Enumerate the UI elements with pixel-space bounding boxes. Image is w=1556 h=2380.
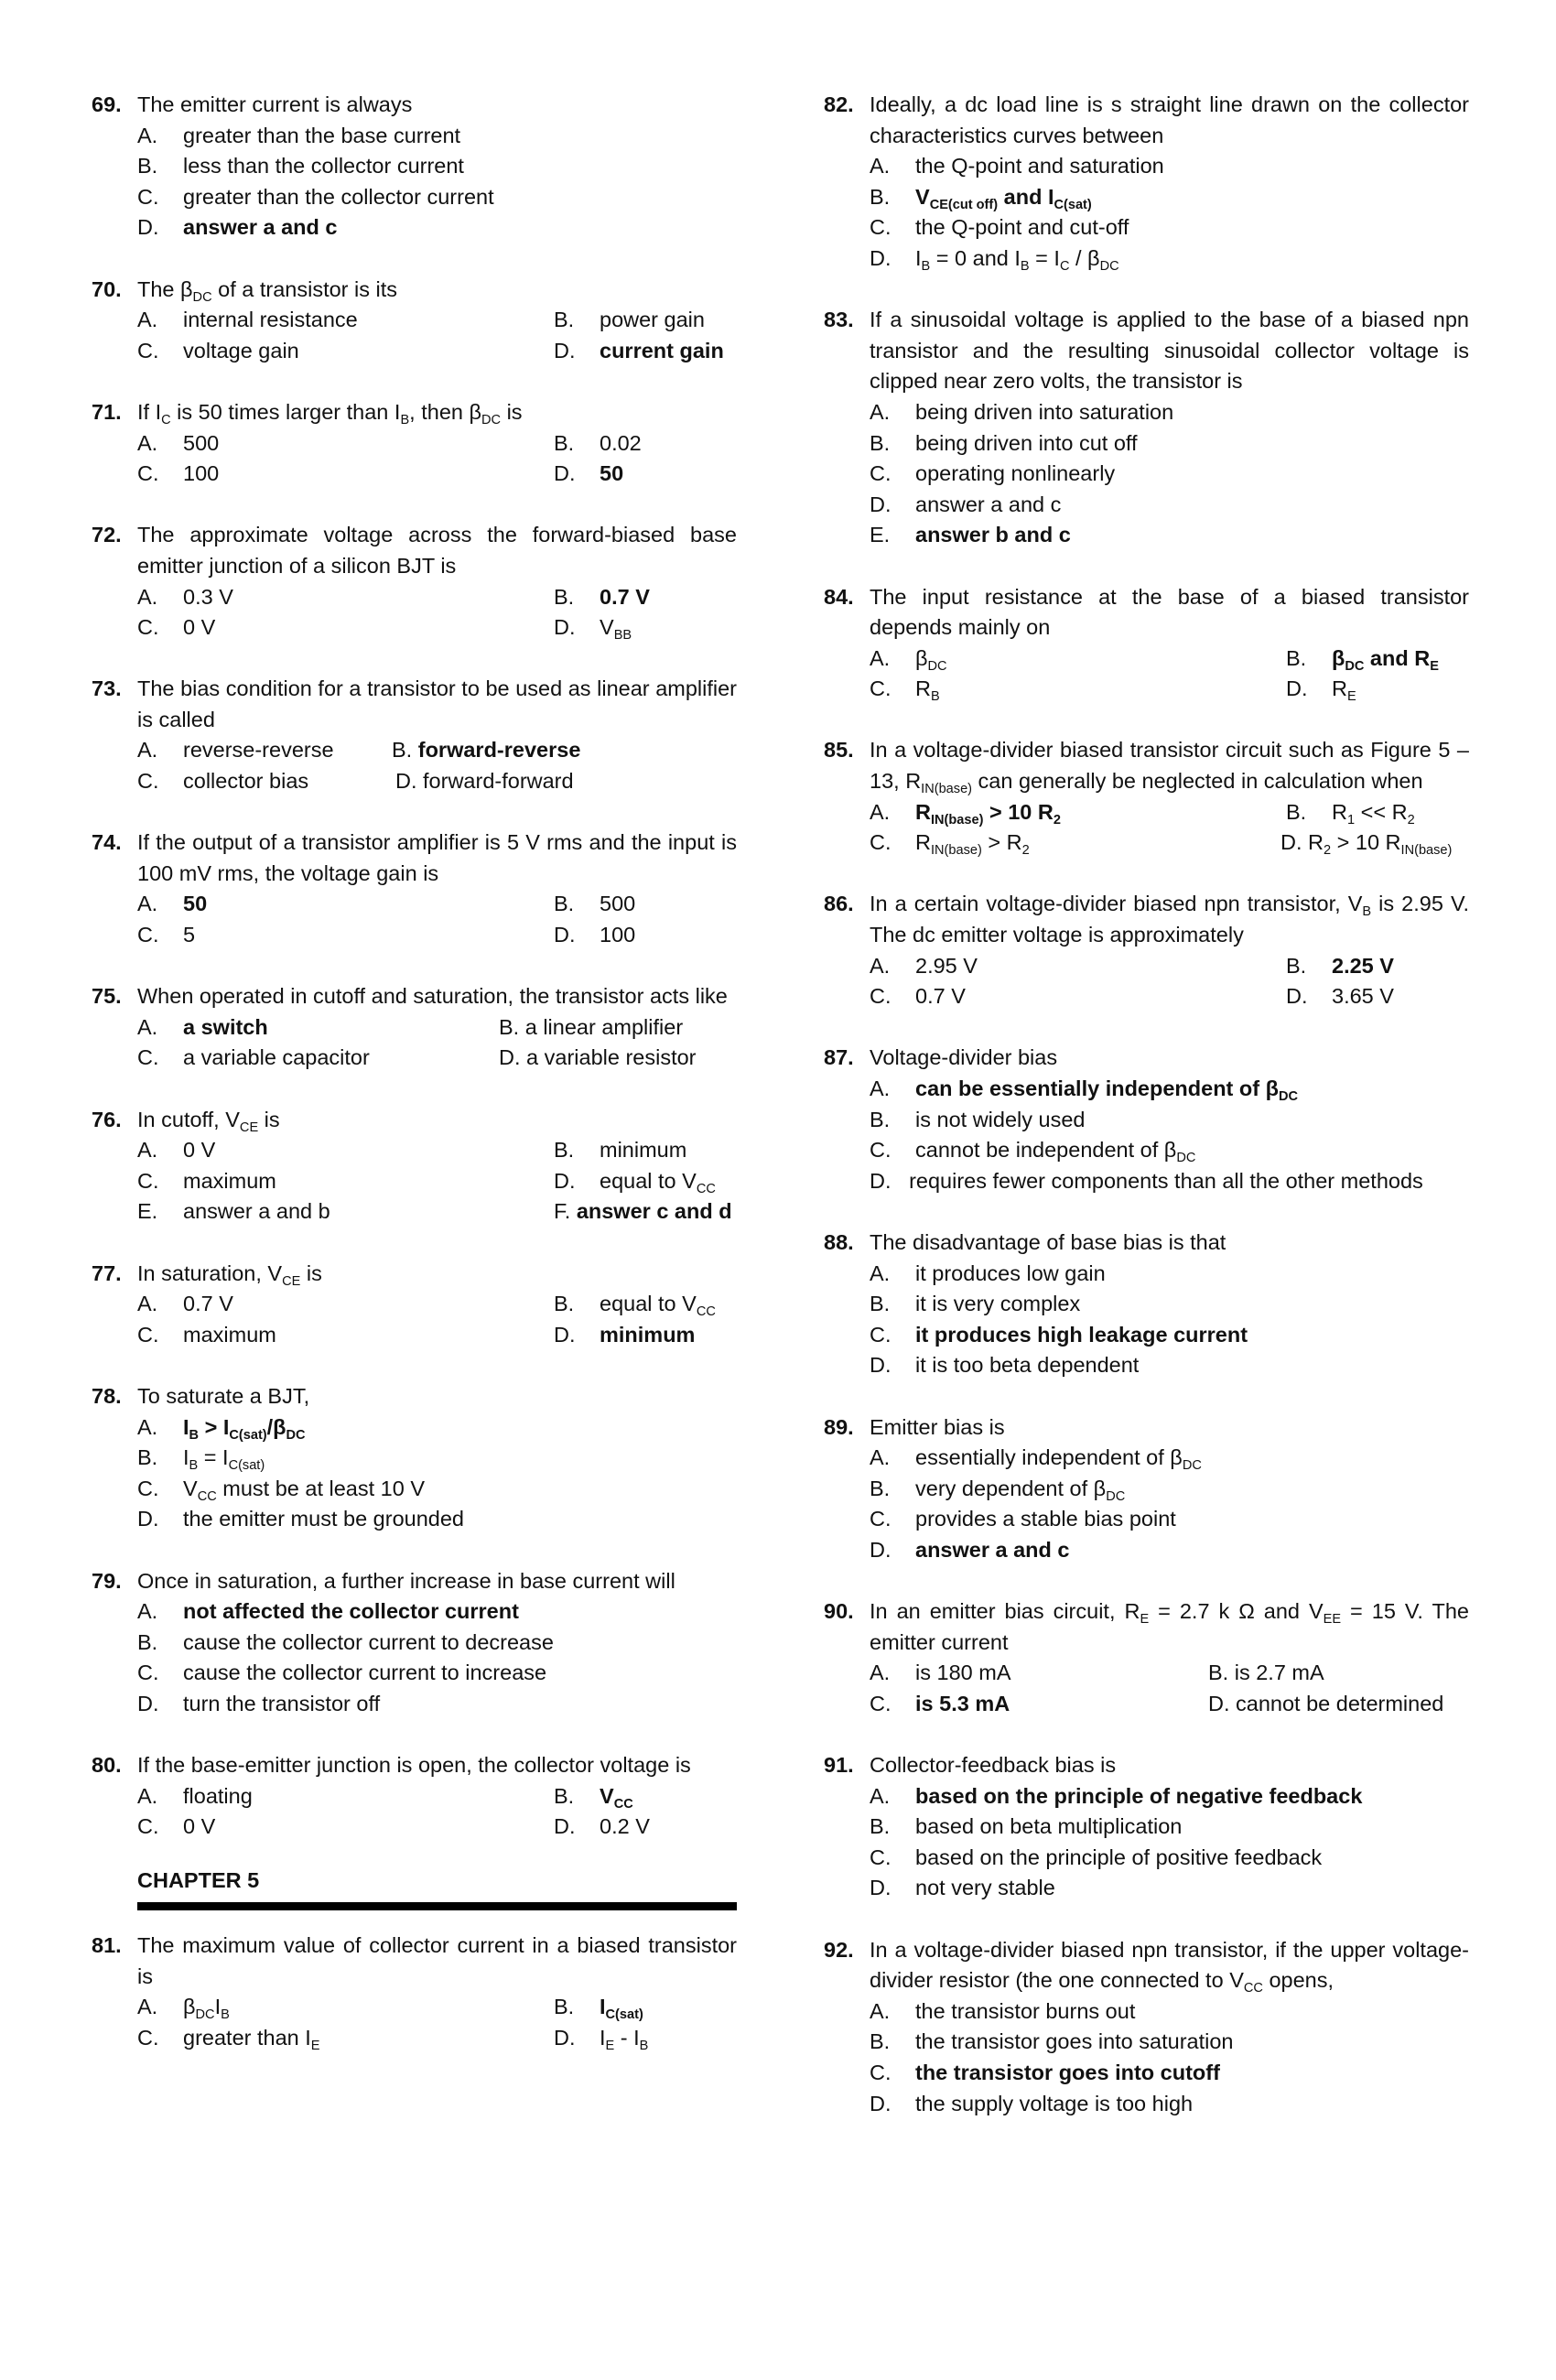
option: C. $V_{CC}$ must be at least 10 V: [137, 1476, 426, 1504]
option: E. answer a and b: [137, 1199, 330, 1224]
question-stem: The input resistance at the base of a biased transistor depends mainly on: [870, 584, 1469, 640]
option: B. power gain: [554, 308, 705, 332]
question-81: 81. The maximum value of collector current in a biased transistor is A. $\beta_{DC}I_B$ B. $I_{C(sat)}$ C. greater than $I_E$ D. $I_E - I_B$: [92, 1931, 737, 2053]
option: B. equal to $V_{CC}$: [554, 1292, 716, 1320]
correct-option: B. forward-reverse: [392, 738, 581, 763]
option: B. less than the collector current: [137, 154, 464, 178]
correct-option: D. current gain: [554, 338, 724, 362]
correct-option: C. is 5.3 mA: [870, 1691, 1010, 1715]
question-70: 70. The $\beta_{DC}$ of a transistor is its A. internal resistance B. power gain C. voltage gain D. current gain: [92, 275, 737, 367]
question-77: 77. In saturation, $V_{CE}$ is A. 0.7 V B. equal to $V_{CC}$ C. maximum D. minimum: [92, 1259, 737, 1351]
question-91: 91. Collector-feedback bias is A. based on the principle of negative feedback B. based on beta multiplication C. based on the principle of positive feedback D. not very stable: [824, 1750, 1469, 1904]
option: C. voltage gain: [137, 338, 299, 362]
question-71: 71. If $I_C$ is 50 times larger than $I_B$, then $\beta_{DC}$ is A. 500 B. 0.02 C. 100 D. 50: [92, 397, 737, 490]
question-92: 92. In a voltage-divider biased npn transistor, if the upper voltage-divider resistor (the one connected to $V_{CC}$ opens, A. the transistor burns out B. the transistor goes into saturation C. the transistor goes into cutoff D. the supply voltage is too high: [824, 1935, 1469, 2120]
correct-option: A. $I_B > I_{C(sat)}/\beta_{DC}$: [137, 1414, 306, 1443]
option: A. 0 V: [137, 1138, 216, 1163]
chapter-divider: [137, 1902, 737, 1910]
question-stem: The maximum value of collector current in a biased transistor is: [137, 1933, 737, 1988]
question-stem: Once in saturation, a further increase in base current will: [137, 1568, 675, 1593]
question-69: 69. The emitter current is always A. greater than the base current B. less than the collector current C. greater than the collector current D. answer a and c: [92, 90, 737, 243]
correct-option: A. $R_{IN(base)} > 10$ $R_2$: [870, 799, 1061, 828]
option: C. collector bias: [137, 769, 309, 794]
question-stem: Emitter bias is: [870, 1414, 1005, 1439]
correct-option: B. 0.7 V: [554, 584, 650, 609]
option: D. cannot be determined: [1208, 1691, 1444, 1715]
option: A. 0.3 V: [137, 584, 233, 609]
option: D. turn the transistor off: [137, 1691, 381, 1715]
question-stem: The emitter current is always: [137, 92, 413, 116]
question-75: 75. When operated in cutoff and saturation, the transistor acts like A. a switch B. a linear amplifier C. a variable capacitor D. a variable resistor: [92, 981, 737, 1074]
question-stem: When operated in cutoff and saturation, the transistor acts like: [137, 984, 728, 1009]
option: D. $I_B = 0$ and $I_B = I_C / \beta_{DC}$: [870, 245, 1119, 275]
option: C. the Q-point and cut-off: [870, 215, 1129, 240]
correct-option: A. 50: [137, 892, 208, 916]
correct-option: C. it produces high leakage current: [870, 1322, 1248, 1347]
option: A. the Q-point and saturation: [870, 154, 1164, 178]
option: C. 5: [137, 923, 196, 947]
question-stem: If a sinusoidal voltage is applied to the base of a biased npn transistor and the resulting sinusoidal collector voltage is clipped near zero volts, the transistor is: [870, 308, 1469, 394]
correct-option: B. $\beta_{DC}$ and $R_E$: [1286, 645, 1439, 674]
correct-option: C. the transistor goes into cutoff: [870, 2061, 1220, 2084]
question-78: 78. To saturate a BJT, A. $I_B > I_{C(sat)}/\beta_{DC}$ B. $I_B = I_{C(sat)}$ C. $V_{CC}$ must be at least 10 V D. the emitter must be grounded: [92, 1381, 737, 1535]
correct-option: B. $V_{CC}$: [554, 1783, 633, 1812]
option: A. the transistor burns out: [870, 1998, 1136, 2023]
question-83: 83. If a sinusoidal voltage is applied to the base of a biased npn transistor and the resulting sinusoidal collector voltage is clipped near zero volts, the transistor is A. being driven into saturation B. being driven into cut off C. operating nonlinearly D. answer a and c E. answer b and c: [824, 305, 1469, 551]
option: D. the supply voltage is too high: [870, 2091, 1194, 2115]
question-79: 79. Once in saturation, a further increase in base current will A. not affected the collector current B. cause the collector current to decrease C. cause the collector current to increase D. turn the transistor off: [92, 1566, 737, 1720]
option: A. 2.95 V: [870, 953, 978, 978]
question-stem: In saturation, $V_{CE}$ is: [137, 1260, 322, 1289]
question-stem: If $I_C$ is 50 times larger than $I_B$, then $\beta_{DC}$ is: [137, 399, 523, 428]
question-stem: The $\beta_{DC}$ of a transistor is its: [137, 276, 398, 305]
question-76: 76. In cutoff, $V_{CE}$ is A. 0 V B. minimum C. maximum D. equal to $V_{CC}$ E. answer a and b F. answer c and d: [92, 1105, 737, 1228]
question-stem: In a voltage-divider biased transistor circuit such as Figure 5 –13, $R_{IN(base)}$ can generally be neglected in calculation when: [870, 738, 1469, 797]
option: D. it is too beta dependent: [870, 1353, 1140, 1378]
correct-option: D. minimum: [554, 1322, 696, 1347]
option: A. $\beta_{DC}I_B$: [137, 1995, 230, 2023]
question-stem: If the base-emitter junction is open, the collector voltage is: [137, 1753, 691, 1778]
correct-option: D. answer a and c: [137, 215, 338, 240]
correct-option: A. can be essentially independent of $\beta_{DC}$: [870, 1076, 1299, 1105]
option: D. 100: [554, 923, 636, 947]
correct-option: F. answer c and d: [554, 1199, 732, 1224]
option: C. maximum: [137, 1168, 276, 1193]
option: B. is not widely used: [870, 1107, 1086, 1131]
correct-option: B. $I_{C(sat)}$: [554, 1995, 643, 2023]
question-stem: Ideally, a dc load line is s straight line drawn on the collector characteristics curves between: [870, 92, 1469, 147]
question-85: 85. In a voltage-divider biased transistor circuit such as Figure 5 –13, $R_{IN(base)}$ can generally be neglected in calculation when A. $R_{IN(base)} > 10$ $R_2$ B. $R_1 << R_2$ C. $R_{IN(base)} > R_2$ D. $R_2 > 10$ $R_{IN(base)}$: [824, 735, 1469, 858]
option: C. 0 V: [137, 615, 216, 640]
question-stem: In an emitter bias circuit, $R_E = 2.7$ k Ω and $V_{EE} = 15$ V. The emitter current: [870, 1599, 1469, 1654]
option: C. 0.7 V: [870, 984, 966, 1009]
option: D. 0.2 V: [554, 1814, 650, 1839]
option: C. 0 V: [137, 1814, 216, 1839]
option: B. cause the collector current to decrease: [137, 1629, 554, 1654]
question-stem: The disadvantage of base bias is that: [870, 1229, 1226, 1254]
option: A. is 180 mA: [870, 1661, 1011, 1685]
question-73: 73. The bias condition for a transistor to be used as linear amplifier is called A. reverse-reverse B. forward-reverse C. collector bias D. forward-forward: [92, 674, 737, 796]
right-column: [824, 90, 1469, 2150]
question-90: 90. In an emitter bias circuit, $R_E = 2.7$ k Ω and $V_{EE} = 15$ V. The emitter current A. is 180 mA B. is 2.7 mA C. is 5.3 mA D. cannot be determined: [824, 1596, 1469, 1719]
question-88: 88. The disadvantage of base bias is that A. it produces low gain B. it is very complex C. it produces high leakage current D. it is too beta dependent: [824, 1228, 1469, 1381]
question-stem: To saturate a BJT,: [137, 1383, 310, 1408]
option: C. $R_B$: [870, 676, 940, 705]
option: A. internal resistance: [137, 308, 358, 332]
question-stem: In cutoff, $V_{CE}$ is: [137, 1107, 280, 1135]
option: C. cause the collector current to increase: [137, 1661, 547, 1685]
question-89: 89. Emitter bias is A. essentially independent of $\beta_{DC}$ B. very dependent of $\beta_{DC}$ C. provides a stable bias point D. answer a and c: [824, 1412, 1469, 1566]
question-stem: If the output of a transistor amplifier is 5 V rms and the input is 100 mV rms, the voltage gain is: [137, 830, 737, 885]
option: C. maximum: [137, 1322, 276, 1347]
option: B. being driven into cut off: [870, 430, 1138, 455]
option: B. 500: [554, 892, 636, 916]
option: B. very dependent of $\beta_{DC}$: [870, 1476, 1126, 1504]
option: C. greater than $I_E$: [137, 2025, 320, 2053]
option: A. greater than the base current: [137, 123, 461, 147]
option: A. reverse-reverse: [137, 738, 334, 763]
option: B. the transistor goes into saturation: [870, 2029, 1234, 2054]
question-stem: In a voltage-divider biased npn transistor, if the upper voltage-divider resistor (the one connected to $V_{CC}$ opens,: [870, 1937, 1469, 1996]
option: D. answer a and c: [870, 492, 1062, 516]
option: D. $R_E$: [1286, 676, 1356, 705]
option: A. it produces low gain: [870, 1260, 1106, 1285]
question-84: 84. The input resistance at the base of a biased transistor depends mainly on A. $\beta_{DC}$ B. $\beta_{DC}$ and $R_E$ C. $R_B$ D. $R_E$: [824, 582, 1469, 705]
option: C. provides a stable bias point: [870, 1507, 1176, 1531]
correct-option: B. 2.25 V: [1286, 953, 1394, 978]
option: C. greater than the collector current: [137, 184, 494, 209]
option: A. $\beta_{DC}$: [870, 645, 947, 674]
chapter-heading: CHAPTER 5: [137, 1868, 260, 1893]
option: D. the emitter must be grounded: [137, 1507, 464, 1531]
option: D. not very stable: [870, 1876, 1055, 1900]
question-80: 80. If the base-emitter junction is open, the collector voltage is A. floating B. $V_{CC}$ C. 0 V D. 0.2 V: [92, 1750, 737, 1843]
option: C. a variable capacitor: [137, 1045, 370, 1070]
option: D. $I_E - I_B$: [554, 2025, 649, 2053]
option: A. being driven into saturation: [870, 399, 1174, 424]
option: A. 0.7 V: [137, 1292, 233, 1316]
option: A. floating: [137, 1783, 253, 1808]
option: A. essentially independent of $\beta_{DC}$: [870, 1445, 1202, 1474]
question-87: 87. Voltage-divider bias A. can be essentially independent of $\beta_{DC}$ B. is not widely used C. cannot be independent of $\beta_{DC}$ D. requires fewer components than all the other methods: [824, 1043, 1469, 1196]
correct-option: A. based on the principle of negative feedback: [870, 1783, 1363, 1808]
correct-option: B. $V_{CE(cut off)}$ and $I_{C(sat)}$: [870, 184, 1092, 212]
correct-option: D. answer a and c: [870, 1537, 1070, 1562]
option: D. $R_2 > 10$ $R_{IN(base)}$: [1280, 830, 1453, 859]
option: D. requires fewer components than all the other methods: [870, 1168, 1423, 1193]
correct-option: A. not affected the collector current: [137, 1599, 519, 1624]
option: B. based on beta multiplication: [870, 1814, 1183, 1839]
option: D. 3.65 V: [1286, 984, 1394, 1009]
question-stem: In a certain voltage-divider biased npn transistor, $V_B$ is 2.95 V. The dc emitter voltage is approximately: [870, 892, 1469, 947]
question-stem: Voltage-divider bias: [870, 1045, 1058, 1070]
option: B. it is very complex: [870, 1292, 1081, 1316]
option: C. operating nonlinearly: [870, 461, 1116, 486]
option: D. $V_{BB}$: [554, 615, 632, 644]
option: C. based on the principle of positive feedback: [870, 1844, 1323, 1869]
option: D. forward-forward: [395, 769, 574, 794]
left-column: [92, 90, 737, 2084]
question-stem: The approximate voltage across the forward-biased base emitter junction of a silicon BJT is: [137, 523, 737, 578]
option: C. 100: [137, 461, 220, 486]
correct-option: D. 50: [554, 461, 624, 486]
question-86: 86. In a certain voltage-divider biased npn transistor, $V_B$ is 2.95 V. The dc emitter voltage is approximately A. 2.95 V B. 2.25 V C. 0.7 V D. 3.65 V: [824, 889, 1469, 1012]
question-74: 74. If the output of a transistor amplifier is 5 V rms and the input is 100 mV rms, the voltage gain is A. 50 B. 500 C. 5 D. 100: [92, 828, 737, 950]
correct-option: A. a switch: [137, 1014, 268, 1039]
option: B. a linear amplifier: [499, 1014, 684, 1039]
option: B. $I_B = I_{C(sat)}$: [137, 1445, 265, 1474]
option: C. cannot be independent of $\beta_{DC}$: [870, 1138, 1196, 1166]
option: B. minimum: [554, 1138, 687, 1163]
question-stem: Collector-feedback bias is: [870, 1753, 1117, 1778]
option: C. $R_{IN(base)} > R_2$: [870, 830, 1030, 859]
option: B. 0.02: [554, 430, 642, 455]
option: B. $R_1 << R_2$: [1286, 799, 1415, 828]
question-stem: The bias condition for a transistor to be used as linear amplifier is called: [137, 676, 737, 731]
correct-option: E. answer b and c: [870, 523, 1071, 547]
option: D. equal to $V_{CC}$: [554, 1168, 716, 1196]
option: B. is 2.7 mA: [1208, 1661, 1324, 1685]
question-72: 72. The approximate voltage across the forward-biased base emitter junction of a silicon BJT is A. 0.3 V B. 0.7 V C. 0 V D. $V_{BB}$: [92, 520, 737, 643]
option: D. a variable resistor: [499, 1045, 697, 1070]
question-82: 82. Ideally, a dc load line is s straight line drawn on the collector characteristics curves between A. the Q-point and saturation B. $V_{CE(cut off)}$ and $I_{C(sat)}$ C. the Q-point and cut-off D. $I_B = 0$ and $I_B = I_C / \beta_{DC}$: [824, 90, 1469, 275]
option: A. 500: [137, 430, 220, 455]
